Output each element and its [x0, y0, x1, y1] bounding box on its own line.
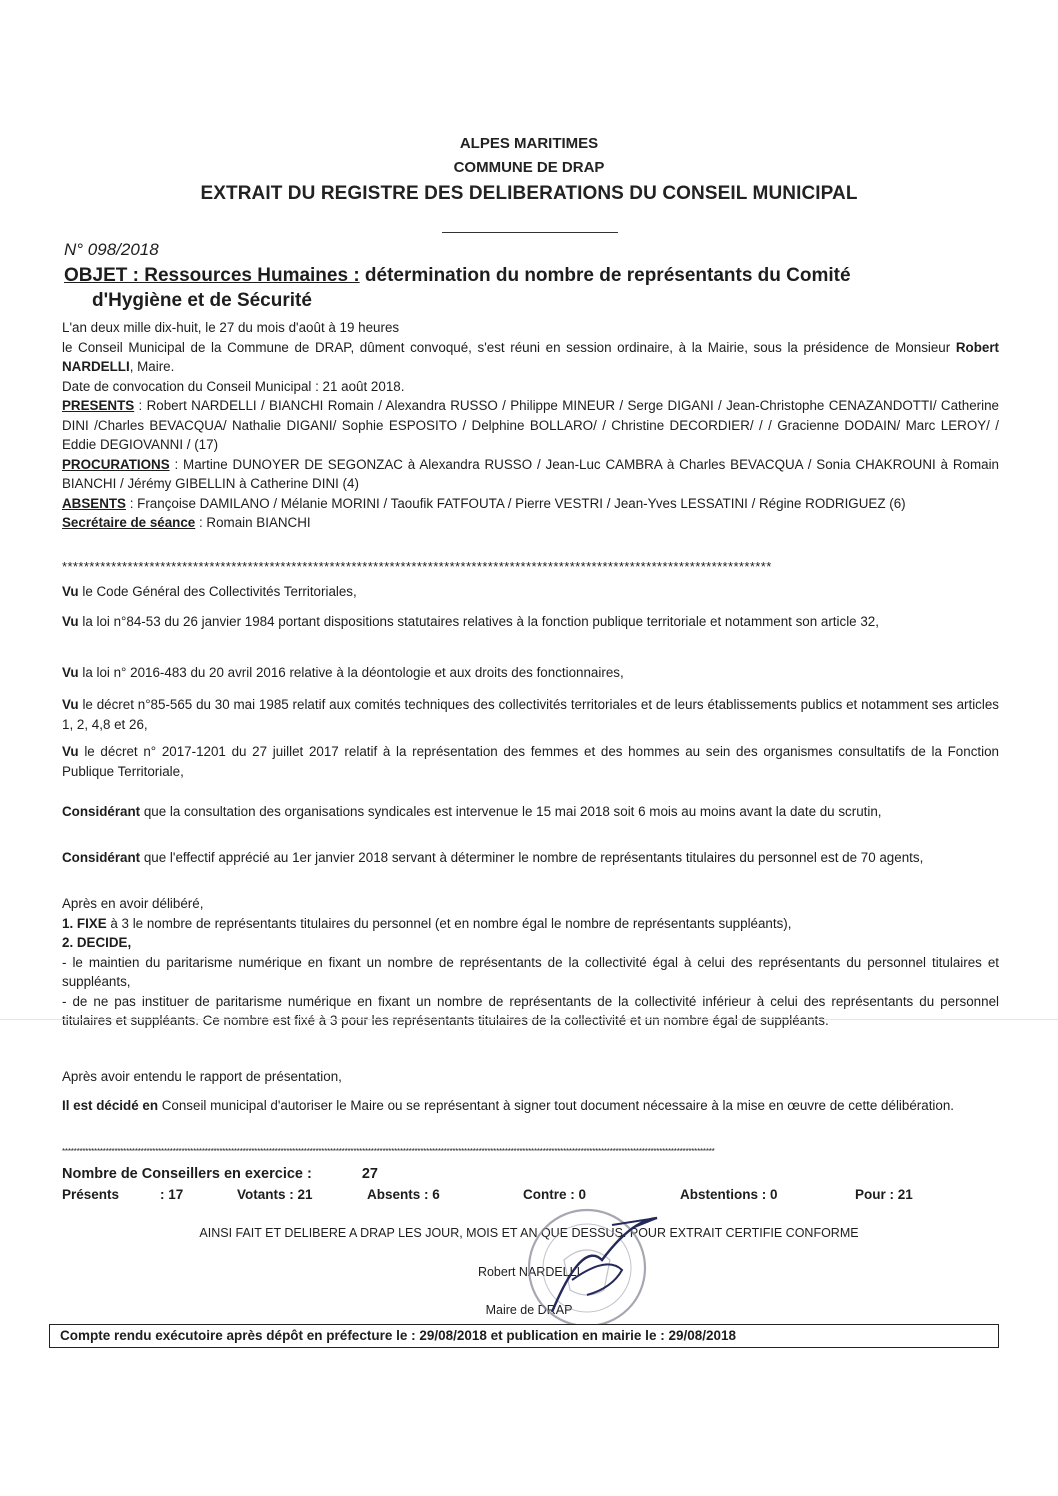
convocation-date: Date de convocation du Conseil Municipal : 21 août 2018.: [62, 378, 405, 394]
tally-votants: Votants : 21: [237, 1187, 313, 1202]
scan-fold-line: [0, 1019, 1058, 1020]
objet-text-line2: d'Hygiène et de Sécurité: [92, 290, 312, 311]
secretaire-seance: Secrétaire de séance : Romain BIANCHI: [62, 515, 311, 530]
deliberation-intro: Après en avoir délibéré,: [62, 896, 204, 911]
official-seal-icon: [512, 1200, 662, 1325]
vu-item: Vu la loi n°84-53 du 26 janvier 1984 portant dispositions statutaires relatives à la fonction publique territoriale et notamment son article 32,: [62, 614, 879, 629]
session-date: L'an deux mille dix-huit, le 27 du mois d'août à 19 heures: [62, 320, 400, 335]
footer-executoire: Compte rendu exécutoire après dépôt en préfecture le : 29/08/2018 et publication en mairie le : 29/08/2018: [60, 1328, 737, 1343]
absents-list: ABSENTS : Françoise DAMILANO / Mélanie MORINI / Taoufik FATFOUTA / Pierre VESTRI / Jean-Yves LESSATINI / Régine RODRIGUEZ (6): [62, 495, 906, 511]
decide-option-1: - le maintien du paritarisme numérique en fixant un nombre de représentants de la collectivité égal à celui des représentants du personnel titulaires et suppléants,: [62, 954, 999, 989]
deliberation-block: [62, 894, 999, 1031]
session-convocation: le Conseil Municipal de la Commune de DRAP, dûment convoqué, s'est réuni en session ordinaire, à la Mairie, sous la présidence de Monsieur Robert NARDELLI, Maire.: [62, 339, 999, 374]
certification-line: AINSI FAIT ET DELIBERE A DRAP LES JOUR, MOIS ET AN QUE DESSUS. POUR EXTRAIT CERTIFIE CONFORME: [199, 1226, 859, 1240]
header-department: ALPES MARITIMES: [459, 135, 599, 152]
header-title: EXTRAIT DU REGISTRE DES DELIBERATIONS DU CONSEIL MUNICIPAL: [200, 183, 858, 204]
header-commune: COMMUNE DE DRAP: [453, 159, 605, 176]
vu-item: Vu le décret n° 2017-1201 du 27 juillet 2017 relatif à la représentation des femmes et des hommes au sein des organismes consultatifs de la Fonction Publique Territoriale,: [62, 744, 999, 779]
tally-contre: Contre : 0: [523, 1187, 587, 1202]
header-divider: [442, 232, 618, 233]
decide-article: 2. DECIDE,: [62, 935, 132, 950]
considerant-item: Considérant que l'effectif apprécié au 1er janvier 2018 servant à déterminer le nombre de représentants titulaires du personnel est de 70 agents,: [62, 850, 924, 865]
decision-text: Il est décidé en Conseil municipal d'autoriser le Maire ou se représentant à signer tout document nécessaire à la mise en œuvre de cette délibération.: [62, 1098, 955, 1113]
signatory-role: Maire de DRAP: [485, 1303, 573, 1317]
tally-abstentions: Abstentions : 0: [680, 1187, 778, 1202]
rapport-line: Après avoir entendu le rapport de présentation,: [62, 1069, 342, 1084]
objet-heading: [64, 263, 964, 313]
objet-label: OBJET : Ressources Humaines :: [64, 265, 360, 286]
conseillers-exercice: Nombre de Conseillers en exercice : 27: [62, 1166, 378, 1182]
presents-list: PRESENTS : Robert NARDELLI / BIANCHI Romain / Alexandra RUSSO / Philippe MINEUR / Serge DIGANI / Jean-Christophe CENAZANDOTTI/ Catherine DINI /Charles BEVACQUA/ Nathalie DIGANI/ Sophie ESPOSITO / Delphine BOLLARO/ / Christine DECORDIER/ / / Gracienne DODAIN/ Marc LEROY/ / Eddie DEGIOVANNI / (17): [62, 398, 999, 452]
signatory-name: Robert NARDELLI: [477, 1265, 581, 1279]
tally-presents-value: : 17: [160, 1187, 184, 1202]
procurations-list: PROCURATIONS : Martine DUNOYER DE SEGONZAC à Alexandra RUSSO / Jean-Luc CAMBRA à Charles BEVACQUA / Sonia CHAKROUNI à Romain BIANCHI / Jérémy GIBELLIN à Catherine DINI (4): [62, 456, 999, 491]
objet-text-line1: détermination du nombre de représentants du Comité: [359, 265, 851, 286]
president-name: Robert NARDELLI: [62, 339, 999, 374]
tally-presents: Présents: [62, 1187, 120, 1202]
considerant-item: Considérant que la consultation des organisations syndicales est intervenue le 15 mai 2018 soit 6 mois au moins avant la date du scrutin,: [62, 804, 882, 819]
separator-stars-small: ********************************************************************************************************************************************************************************************************************************: [62, 1147, 715, 1156]
separator-stars: **********************************************************************************************************************************: [62, 560, 772, 574]
decide-option-2: - de ne pas instituer de paritarisme numérique en fixant un nombre de représentants de la collectivité inférieur à celui des représentants du personnel titulaires et suppléants. Ce nombre est fixé à 3 pour les représentants titulaires de la collectivité et un nombre égal de suppléants.: [62, 993, 999, 1028]
vu-item: Vu la loi n° 2016-483 du 20 avril 2016 relative à la déontologie et aux droits des fonctionnaires,: [62, 665, 624, 680]
tally-pour: Pour : 21: [855, 1187, 913, 1202]
tally-absents: Absents : 6: [367, 1187, 440, 1202]
vu-item: Vu le décret n°85-565 du 30 mai 1985 relatif aux comités techniques des collectivités territoriales et de leurs établissements publics et notamment ses articles 1, 2, 4,8 et 26,: [62, 697, 999, 732]
deliberation-number: N° 098/2018: [64, 240, 159, 259]
session-intro: [62, 318, 999, 533]
fixe-article: 1. FIXE à 3 le nombre de représentants titulaires du personnel (et en nombre égal le nombre de représentants suppléants),: [62, 915, 792, 931]
vu-item: Vu le Code Général des Collectivités Territoriales,: [62, 584, 357, 599]
